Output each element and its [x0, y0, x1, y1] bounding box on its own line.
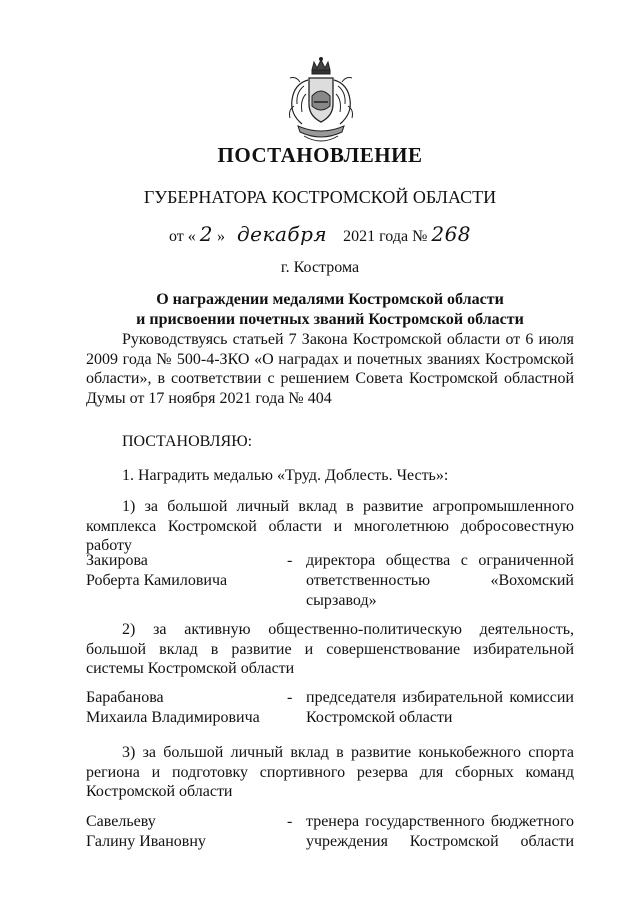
awardee-1-desc-line-1: директора общества с ограниченной	[306, 552, 574, 569]
awardee-1-description	[306, 551, 574, 611]
awardee-3-desc-line-2: учреждения Костромской области	[306, 833, 574, 850]
awardee-2-desc-line-2: Костромской области	[306, 709, 453, 726]
document-subtitle: ГУБЕРНАТОРА КОСТРОМСКОЙ ОБЛАСТИ	[143, 187, 497, 207]
city-line: г. Кострома	[280, 259, 360, 276]
subitem-3-text: 3) за большой личный вклад в развитие конькобежного спорта региона и подготовку спортивного резерва для сборных команд Костромской области	[86, 744, 574, 800]
preamble-paragraph: Руководствуясь статьей 7 Закона Костромской области от 6 июля 2009 года № 500-4-ЗКО «О наградах и почетных званиях Костромской области», в соответствии с решением Совета Костромской областной Думы от 17 ноября 2021 года № 404	[86, 331, 574, 407]
subitem-1-text: 1) за большой личный вклад в развитие агропромышленного комплекса Костромской области и многолетнюю добросовестную работу	[86, 498, 574, 554]
awardee-3-description	[306, 812, 574, 852]
decree-word: ПОСТАНОВЛЯЮ:	[122, 433, 253, 450]
date-prefix: от «	[168, 228, 196, 245]
awardee-3-desc-line-1: тренера государственного бюджетного	[306, 813, 574, 830]
heading-line-2: и присвоении почетных званий Костромской области	[136, 311, 524, 328]
awardee-1-desc-line-2: ответственностью «Вохомский	[306, 572, 574, 589]
awardee-2-name	[86, 688, 276, 728]
awardee-3-surname: Савельеву	[86, 813, 156, 830]
awardee-2-description	[306, 688, 574, 728]
awardee-1-dash: -	[287, 552, 293, 569]
awardee-1-given: Роберта Камиловича	[86, 572, 228, 589]
item-1-text: 1. Наградить медалью «Труд. Доблесть. Честь»:	[122, 467, 449, 484]
date-line	[0, 222, 640, 246]
coat-of-arms-emblem	[282, 56, 360, 148]
awardee-1-desc-line-3: сырзавод»	[306, 592, 377, 609]
date-separator: »	[216, 228, 225, 245]
awardee-3-dash: -	[287, 813, 293, 830]
awardee-3-name	[86, 812, 276, 852]
heading-line-1: О награждении медалями Костромской области	[156, 291, 504, 308]
document-title: ПОСТАНОВЛЕНИЕ	[217, 143, 423, 167]
awardee-2-surname: Барабанова	[86, 689, 164, 706]
awardee-2-dash: -	[287, 689, 293, 706]
document-number: 268	[431, 222, 472, 246]
document-heading	[80, 290, 580, 330]
awardee-3-given: Галину Ивановну	[86, 833, 206, 850]
date-month: декабря	[236, 222, 328, 246]
awardee-2-desc-line-1: председателя избирательной комиссии	[306, 689, 574, 706]
awardee-2-given: Михаила Владимировича	[86, 709, 260, 726]
date-day: 2	[199, 222, 213, 246]
date-year-text: 2021 года №	[343, 228, 428, 245]
subitem-2-text: 2) за активную общественно-политическую деятельность, большой вклад в развитие и совершенствование избирательной системы Костромской области	[86, 621, 574, 677]
awardee-1-surname: Закирова	[86, 552, 148, 569]
awardee-1-name	[86, 551, 276, 591]
